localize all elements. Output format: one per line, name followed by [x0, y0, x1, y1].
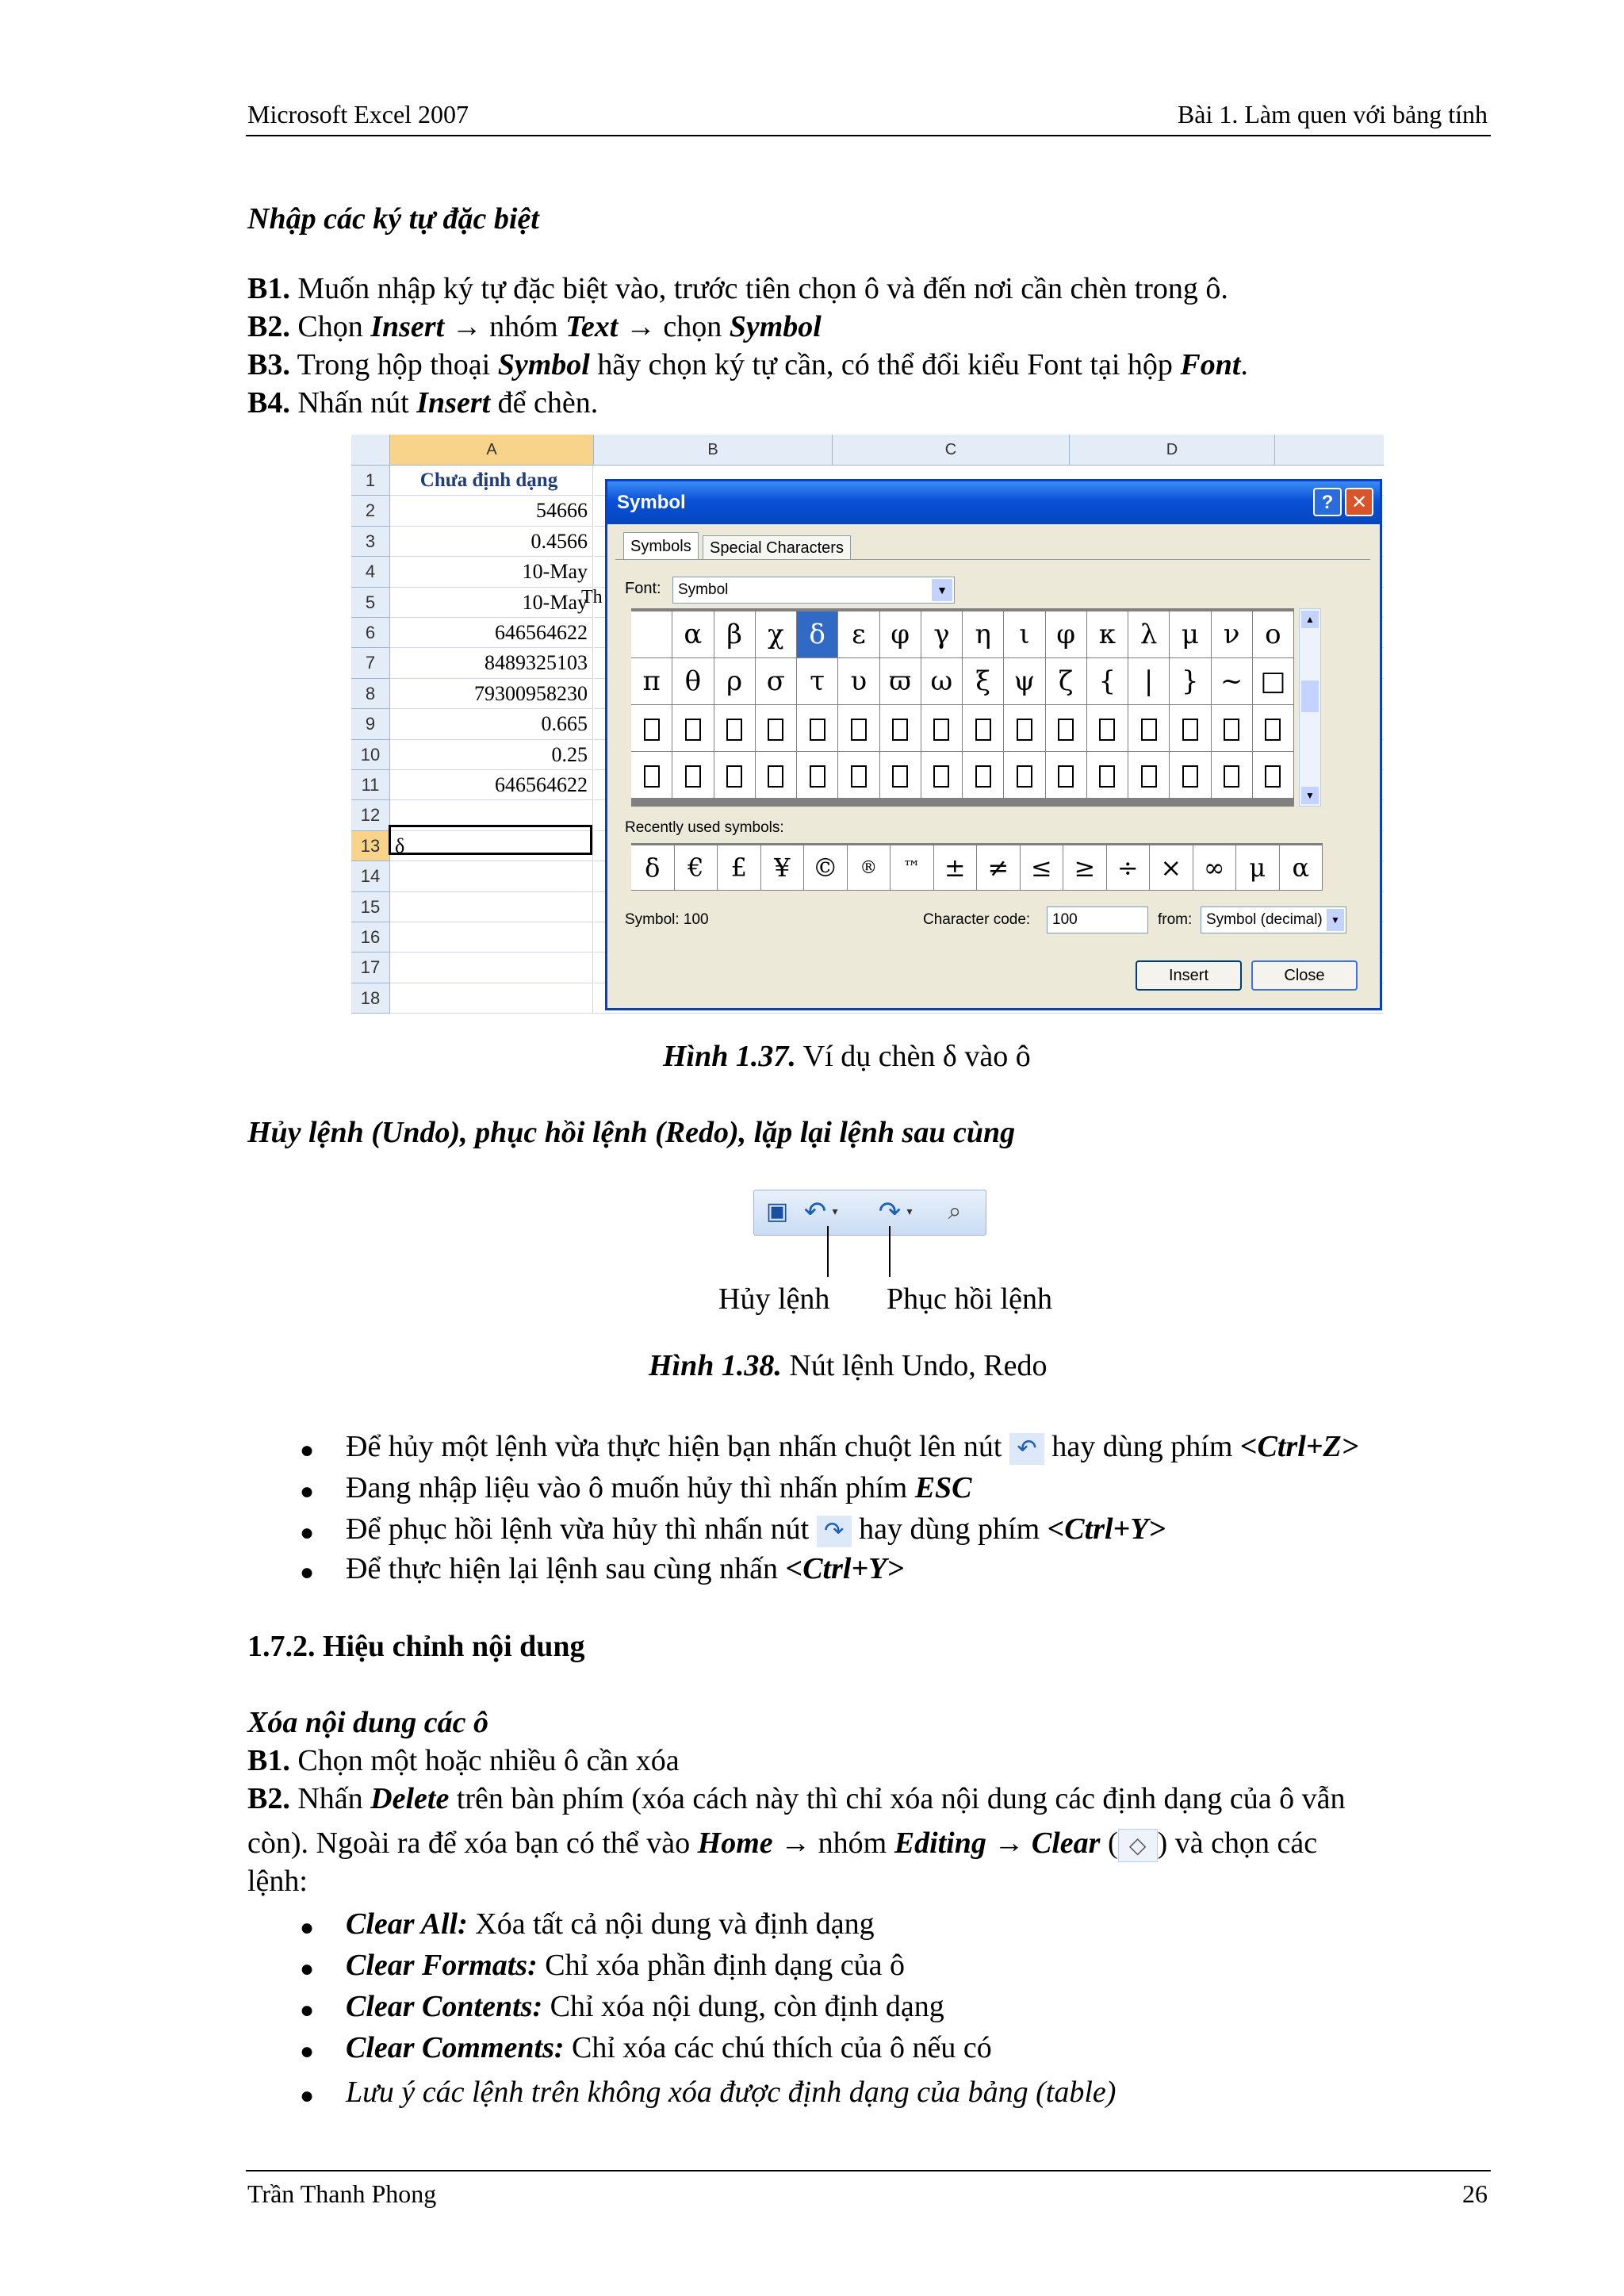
- missing-glyph-box: [685, 719, 701, 741]
- delete-step-b2-line3: lệnh:: [247, 1865, 308, 1898]
- missing-glyph-box: [933, 719, 949, 741]
- symbol-cell[interactable]: τ: [797, 658, 838, 705]
- missing-glyph-box: [1058, 719, 1074, 741]
- cell-a10[interactable]: 0.25: [390, 740, 593, 770]
- recent-symbol-cell[interactable]: £: [718, 845, 761, 891]
- missing-glyph-box: [644, 765, 660, 788]
- scroll-down-icon[interactable]: ▼: [1301, 787, 1319, 804]
- symbol-cell-empty[interactable]: [797, 752, 838, 799]
- cell-a16[interactable]: [390, 922, 593, 953]
- symbol-cell[interactable]: ν: [1212, 611, 1253, 658]
- symbol-cell-empty[interactable]: [963, 705, 1004, 752]
- symbol-cell[interactable]: ο: [1253, 611, 1294, 658]
- recent-symbol-cell[interactable]: δ: [631, 845, 675, 891]
- symbol-cell[interactable]: α: [672, 611, 714, 658]
- section-title-special-chars: Nhập các ký tự đặc biệt: [247, 202, 539, 236]
- symbol-cell-empty[interactable]: [672, 705, 714, 752]
- missing-glyph-box: [1265, 719, 1281, 741]
- step-b4: B4. Nhấn nút Insert để chèn.: [247, 386, 599, 420]
- bullet-icon: ●: [300, 1559, 315, 1585]
- from-select-value: Symbol (decimal): [1206, 911, 1323, 928]
- cell-a15[interactable]: [390, 892, 593, 922]
- cell-a5[interactable]: 10-May: [390, 588, 593, 618]
- redo-icon: ↷: [817, 1516, 852, 1547]
- font-label: Font:: [625, 580, 661, 597]
- symbol-cell[interactable]: γ: [921, 611, 963, 658]
- footer-author: Trần Thanh Phong: [247, 2179, 437, 2208]
- undo-pointer-line: [827, 1226, 829, 1277]
- missing-glyph-box: [768, 765, 783, 788]
- tab-special-characters[interactable]: Special Characters: [703, 535, 851, 560]
- close-button[interactable]: Close: [1251, 960, 1358, 991]
- bullet-icon: ●: [300, 1478, 315, 1504]
- symbol-cell-empty[interactable]: [1087, 705, 1128, 752]
- recent-symbols-row: [631, 843, 1323, 891]
- bullet-icon: ●: [300, 1956, 315, 1982]
- symbol-cell[interactable]: □: [1253, 658, 1294, 705]
- print-preview-icon[interactable]: ⌕: [948, 1198, 962, 1225]
- symbol-cell-empty[interactable]: [1170, 752, 1211, 799]
- missing-glyph-box: [851, 765, 867, 788]
- column-header-e[interactable]: [1275, 435, 1384, 466]
- select-all-corner[interactable]: [351, 435, 390, 466]
- bullet-icon: ●: [300, 1437, 315, 1463]
- footer-page-number: 26: [1462, 2179, 1488, 2208]
- undo-icon[interactable]: ↶: [803, 1196, 827, 1228]
- character-code-input[interactable]: 100: [1047, 907, 1148, 933]
- cell-a7[interactable]: 8489325103: [390, 648, 593, 678]
- recent-symbol-cell[interactable]: ™: [891, 845, 934, 891]
- row-header[interactable]: 17: [351, 953, 390, 983]
- cell-a2[interactable]: 54666: [390, 496, 593, 526]
- symbol-cell[interactable]: }: [1170, 658, 1211, 705]
- section-title-undo-redo: Hủy lệnh (Undo), phục hồi lệnh (Redo), lặp lại lệnh sau cùng: [247, 1116, 1016, 1149]
- symbol-cell-empty[interactable]: [921, 752, 963, 799]
- row-header[interactable]: 1: [351, 466, 390, 496]
- font-select[interactable]: [672, 577, 955, 604]
- section-heading-1-7-2: 1.7.2. Hiệu chỉnh nội dung: [247, 1630, 585, 1663]
- scroll-thumb[interactable]: [1301, 680, 1319, 712]
- bullet-esc: Đang nhập liệu vào ô muốn hủy thì nhấn phím ESC: [346, 1471, 972, 1504]
- figure-1-37-caption: Hình 1.37. Ví dụ chèn δ vào ô: [663, 1040, 1031, 1073]
- missing-glyph-box: [851, 719, 867, 741]
- symbol-cell[interactable]: κ: [1087, 611, 1128, 658]
- bullet-icon: ●: [300, 1915, 315, 1941]
- tab-symbols[interactable]: Symbols: [623, 532, 699, 560]
- symbol-cell[interactable]: λ: [1128, 611, 1170, 658]
- missing-glyph-box: [1182, 765, 1198, 788]
- close-icon[interactable]: ✕: [1345, 488, 1373, 516]
- missing-glyph-box: [768, 719, 783, 741]
- column-header-c[interactable]: C: [833, 435, 1070, 466]
- symbol-cell-empty[interactable]: [631, 705, 672, 752]
- row-header[interactable]: 6: [351, 618, 390, 648]
- step-b2: B2. Chọn Insert → nhóm Text → chọn Symbol: [247, 310, 822, 343]
- symbol-cell-empty[interactable]: [1253, 752, 1294, 799]
- symbol-cell[interactable]: ζ: [1046, 658, 1087, 705]
- symbol-grid: [631, 608, 1294, 807]
- redo-icon[interactable]: ↷: [878, 1196, 902, 1228]
- delete-step-b1: B1. Chọn một hoặc nhiều ô cần xóa: [247, 1744, 680, 1777]
- symbol-dialog: [605, 479, 1382, 1010]
- missing-glyph-box: [892, 719, 908, 741]
- symbol-cell[interactable]: {: [1087, 658, 1128, 705]
- delete-step-b2-line1: B2. Nhấn Delete trên bàn phím (xóa cách này thì chỉ xóa nội dung các định dạng của ô vẫn: [247, 1782, 1346, 1815]
- symbol-cell-empty[interactable]: [631, 752, 672, 799]
- symbol-cell-empty[interactable]: [880, 705, 921, 752]
- symbol-cell-empty[interactable]: [1128, 752, 1170, 799]
- from-select[interactable]: [1201, 907, 1346, 933]
- cell-a17[interactable]: [390, 953, 593, 983]
- row-header[interactable]: 5: [351, 588, 390, 618]
- missing-glyph-box: [726, 719, 742, 741]
- cell-b5-overflow: Th: [581, 587, 603, 608]
- cell-a3[interactable]: 0.4566: [390, 527, 593, 557]
- recent-symbol-cell[interactable]: ÷: [1107, 845, 1151, 891]
- cell-a4[interactable]: 10-May: [390, 557, 593, 587]
- chevron-down-icon[interactable]: ▼: [1327, 909, 1344, 931]
- row-header[interactable]: 16: [351, 922, 390, 953]
- bullet-undo: Để hủy một lệnh vừa thực hiện bạn nhấn chuột lên nút ↶ hay dùng phím <Ctrl+Z>: [346, 1428, 1358, 1466]
- clear-option-item: Clear Comments: Chỉ xóa các chú thích của ô nếu có: [346, 2031, 992, 2064]
- undo-icon: ↶: [1009, 1433, 1044, 1465]
- undo-dropdown-icon[interactable]: ▾: [832, 1205, 838, 1218]
- symbol-cell[interactable]: |: [1128, 658, 1170, 705]
- symbol-cell[interactable]: ι: [1004, 611, 1045, 658]
- quick-access-toolbar: [753, 1190, 986, 1236]
- symbol-cell[interactable]: σ: [756, 658, 797, 705]
- missing-glyph-box: [1099, 719, 1115, 741]
- missing-glyph-box: [975, 719, 991, 741]
- row-header[interactable]: 11: [351, 770, 390, 800]
- symbol-cell[interactable]: ω: [921, 658, 963, 705]
- bullet-icon: ●: [300, 1520, 315, 1546]
- symbol-cell[interactable]: ϖ: [880, 658, 921, 705]
- step-b1: B1. Muốn nhập ký tự đặc biệt vào, trước tiên chọn ô và đến nơi cần chèn trong ô.: [247, 272, 1228, 305]
- symbol-cell-empty[interactable]: [838, 705, 879, 752]
- redo-caption: Phục hồi lệnh: [887, 1282, 1052, 1316]
- clear-option-item: Clear Formats: Chỉ xóa phần định dạng của ô: [346, 1949, 906, 1982]
- undo-caption: Hủy lệnh: [718, 1282, 830, 1316]
- missing-glyph-box: [1224, 719, 1239, 741]
- symbol-cell[interactable]: ψ: [1004, 658, 1045, 705]
- column-header-d[interactable]: D: [1070, 435, 1275, 466]
- figure-1-38-caption: Hình 1.38. Nút lệnh Undo, Redo: [649, 1349, 1048, 1382]
- dialog-title: Symbol: [607, 481, 1380, 524]
- bullet-redo: Để phục hồi lệnh vừa hủy thì nhấn nút ↷ hay dùng phím <Ctrl+Y>: [346, 1510, 1166, 1548]
- missing-glyph-box: [1224, 765, 1239, 788]
- symbol-cell-empty[interactable]: [921, 705, 963, 752]
- redo-pointer-line: [889, 1226, 891, 1277]
- recent-symbol-cell[interactable]: ≥: [1063, 845, 1107, 891]
- symbol-cell-empty[interactable]: [1004, 752, 1045, 799]
- row-header[interactable]: 15: [351, 892, 390, 922]
- symbol-cell[interactable]: β: [714, 611, 756, 658]
- chevron-down-icon[interactable]: ▼: [932, 579, 952, 601]
- from-label: from:: [1158, 911, 1193, 928]
- bullet-icon: ●: [300, 2083, 315, 2109]
- row-header[interactable]: 7: [351, 648, 390, 678]
- row-header[interactable]: 2: [351, 496, 390, 526]
- symbol-cell-empty[interactable]: [1004, 705, 1045, 752]
- symbol-cell-empty[interactable]: [631, 611, 672, 658]
- cell-a6[interactable]: 646564622: [390, 618, 593, 648]
- insert-button[interactable]: Insert: [1136, 960, 1242, 991]
- recent-symbol-cell[interactable]: μ: [1236, 845, 1280, 891]
- recent-symbol-cell[interactable]: ∞: [1193, 845, 1237, 891]
- cell-a1[interactable]: Chưa định dạng: [390, 466, 593, 496]
- symbol-cell-empty[interactable]: [672, 752, 714, 799]
- symbol-cell-empty[interactable]: [1046, 705, 1087, 752]
- symbol-cell-empty[interactable]: [756, 705, 797, 752]
- missing-glyph-box: [1265, 765, 1281, 788]
- symbol-cell-empty[interactable]: [1087, 752, 1128, 799]
- missing-glyph-box: [1017, 765, 1032, 788]
- symbol-cell[interactable]: φ: [1046, 611, 1087, 658]
- missing-glyph-box: [810, 719, 825, 741]
- symbol-cell-empty[interactable]: [1212, 752, 1253, 799]
- missing-glyph-box: [685, 765, 701, 788]
- cell-a9[interactable]: 0.665: [390, 709, 593, 739]
- footer-rule: [246, 2170, 1491, 2171]
- symbol-cell-empty[interactable]: [1128, 705, 1170, 752]
- symbol-cell-empty[interactable]: [838, 752, 879, 799]
- subsection-title-delete: Xóa nội dung các ô: [247, 1706, 489, 1739]
- symbol-cell[interactable]: ε: [838, 611, 879, 658]
- symbol-cell-empty[interactable]: [797, 705, 838, 752]
- cell-a11[interactable]: 646564622: [390, 770, 593, 800]
- character-code-label: Character code:: [923, 911, 1031, 928]
- symbol-cell-empty[interactable]: [714, 752, 756, 799]
- symbol-cell[interactable]: θ: [672, 658, 714, 705]
- symbol-cell[interactable]: π: [631, 658, 672, 705]
- header-rule: [246, 135, 1491, 136]
- recent-symbol-cell[interactable]: ×: [1150, 845, 1193, 891]
- symbol-cell-empty[interactable]: [880, 752, 921, 799]
- recent-symbol-cell[interactable]: ¥: [761, 845, 805, 891]
- symbol-cell-empty[interactable]: [1170, 705, 1211, 752]
- cell-a18[interactable]: [390, 983, 593, 1014]
- help-button[interactable]: ?: [1313, 488, 1342, 516]
- recent-symbol-cell[interactable]: ≠: [977, 845, 1021, 891]
- clear-note: Lưu ý các lệnh trên không xóa được định dạng của bảng (table): [346, 2076, 1116, 2109]
- active-cell-a13[interactable]: [389, 825, 592, 855]
- symbol-grid-scrollbar[interactable]: [1299, 608, 1321, 807]
- column-header-b[interactable]: B: [594, 435, 833, 466]
- cell-a13[interactable]: δ: [390, 831, 593, 861]
- missing-glyph-box: [644, 719, 660, 741]
- symbol-cell[interactable]: ρ: [714, 658, 756, 705]
- row-header[interactable]: 12: [351, 800, 390, 830]
- cell-a8[interactable]: 79300958230: [390, 679, 593, 709]
- missing-glyph-box: [1141, 765, 1157, 788]
- symbol-cell[interactable]: ξ: [963, 658, 1004, 705]
- bullet-icon: ●: [300, 1997, 315, 2023]
- row-header[interactable]: 8: [351, 679, 390, 709]
- symbol-cell[interactable]: υ: [838, 658, 879, 705]
- row-gridline: [594, 1013, 1384, 1014]
- symbol-cell[interactable]: ~: [1212, 658, 1253, 705]
- missing-glyph-box: [810, 765, 825, 788]
- row-header[interactable]: 14: [351, 861, 390, 891]
- symbol-cell[interactable]: η: [963, 611, 1004, 658]
- missing-glyph-box: [975, 765, 991, 788]
- recent-symbol-cell[interactable]: €: [675, 845, 718, 891]
- clear-option-item: Clear All: Xóa tất cả nội dung và định dạng: [346, 1907, 875, 1941]
- missing-glyph-box: [1058, 765, 1074, 788]
- recent-symbols-label: Recently used symbols:: [625, 819, 784, 836]
- column-header-a[interactable]: A: [390, 435, 594, 466]
- clear-option-item: Clear Contents: Chỉ xóa nội dung, còn định dạng: [346, 1990, 944, 2023]
- symbol-cell-empty[interactable]: [756, 752, 797, 799]
- bullet-repeat: Để thực hiện lại lệnh sau cùng nhấn <Ctrl+Y>: [346, 1552, 904, 1585]
- missing-glyph-box: [1141, 719, 1157, 741]
- missing-glyph-box: [726, 765, 742, 788]
- recent-symbol-cell[interactable]: α: [1280, 845, 1323, 891]
- missing-glyph-box: [1099, 765, 1115, 788]
- redo-dropdown-icon[interactable]: ▾: [906, 1205, 913, 1218]
- row-header[interactable]: 18: [351, 983, 390, 1014]
- bullet-icon: ●: [300, 2038, 315, 2064]
- row-header[interactable]: 9: [351, 709, 390, 739]
- symbol-cell-empty[interactable]: [1046, 752, 1087, 799]
- symbol-cell-empty[interactable]: [714, 705, 756, 752]
- symbol-code-label: Symbol: 100: [625, 911, 709, 928]
- symbol-cell-empty[interactable]: [1253, 705, 1294, 752]
- symbol-cell[interactable]: φ: [880, 611, 921, 658]
- recent-symbol-cell[interactable]: ±: [934, 845, 978, 891]
- scroll-up-icon[interactable]: ▲: [1301, 611, 1319, 628]
- missing-glyph-box: [1182, 719, 1198, 741]
- missing-glyph-box: [892, 765, 908, 788]
- symbol-cell-selected[interactable]: δ: [797, 611, 838, 658]
- row-header[interactable]: 10: [351, 740, 390, 770]
- recent-symbol-cell[interactable]: ®: [848, 845, 891, 891]
- recent-symbol-cell[interactable]: ©: [804, 845, 848, 891]
- symbol-cell[interactable]: χ: [756, 611, 797, 658]
- row-header[interactable]: 3: [351, 527, 390, 557]
- tab-divider: [615, 559, 1370, 560]
- symbol-cell-empty[interactable]: [1212, 705, 1253, 752]
- row-header[interactable]: 4: [351, 557, 390, 587]
- header-left: Microsoft Excel 2007: [247, 100, 469, 128]
- eraser-icon: ◇: [1118, 1829, 1158, 1862]
- font-select-value: Symbol: [678, 581, 729, 598]
- symbol-cell[interactable]: μ: [1170, 611, 1211, 658]
- recent-symbol-cell[interactable]: ≤: [1021, 845, 1064, 891]
- cell-a14[interactable]: [390, 861, 593, 891]
- delete-step-b2-line2: còn). Ngoài ra để xóa bạn có thể vào Home → nhóm Editing → Clear ( ◇ ) và chọn các: [247, 1824, 1317, 1862]
- row-header[interactable]: 13: [351, 831, 390, 861]
- step-b3: B3. Trong hộp thoại Symbol hãy chọn ký tự cần, có thể đổi kiểu Font tại hộp Font.: [247, 348, 1248, 381]
- header-right: Bài 1. Làm quen với bảng tính: [1177, 100, 1488, 128]
- symbol-cell-empty[interactable]: [963, 752, 1004, 799]
- save-icon[interactable]: ▣: [765, 1198, 789, 1225]
- missing-glyph-box: [933, 765, 949, 788]
- missing-glyph-box: [1017, 719, 1032, 741]
